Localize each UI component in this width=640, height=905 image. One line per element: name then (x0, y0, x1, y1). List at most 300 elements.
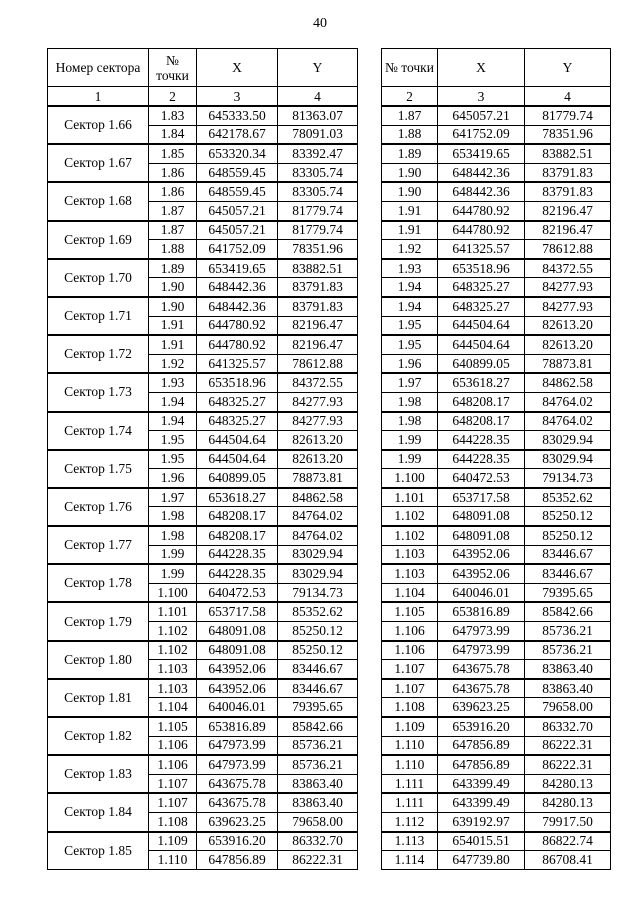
sector-name-cell: Сектор 1.75 (48, 450, 149, 488)
point-number-cell: 1.87 (382, 106, 438, 125)
y-coordinate-cell: 86222.31 (525, 755, 611, 774)
table-row (382, 259, 611, 278)
x-coordinate-cell: 639623.25 (438, 698, 525, 717)
y-coordinate-cell: 78873.81 (278, 469, 358, 488)
x-coordinate-cell: 644228.35 (438, 450, 525, 469)
point-number-cell: 1.96 (382, 354, 438, 373)
table-row (48, 717, 358, 736)
x-coordinate-cell: 648325.27 (197, 412, 278, 431)
table-row (382, 545, 611, 564)
table-row (382, 717, 611, 736)
table-row (48, 297, 358, 316)
y-coordinate-cell: 82196.47 (278, 316, 358, 335)
x-coordinate-cell: 641752.09 (438, 125, 525, 144)
x-coordinate-cell: 648091.08 (197, 641, 278, 660)
point-number-cell: 1.94 (149, 412, 197, 431)
point-number-cell: 1.102 (149, 622, 197, 641)
table-row (48, 144, 358, 163)
x-coordinate-cell: 640899.05 (438, 354, 525, 373)
y-coordinate-cell: 78351.96 (525, 125, 611, 144)
y-coordinate-cell: 85736.21 (278, 755, 358, 774)
table-row (382, 774, 611, 793)
table-row (382, 832, 611, 851)
header-y: Y (525, 49, 611, 87)
point-number-cell: 1.106 (149, 736, 197, 755)
y-coordinate-cell: 83863.40 (525, 679, 611, 698)
y-coordinate-cell: 83791.83 (525, 163, 611, 182)
y-coordinate-cell: 78091.03 (278, 125, 358, 144)
x-coordinate-cell: 653916.20 (438, 717, 525, 736)
table-row (382, 354, 611, 373)
table-row (48, 221, 358, 240)
point-number-cell: 1.107 (149, 774, 197, 793)
table-row (382, 812, 611, 831)
point-number-cell: 1.102 (382, 507, 438, 526)
y-coordinate-cell: 83791.83 (525, 182, 611, 201)
point-number-cell: 1.94 (382, 297, 438, 316)
point-number-cell: 1.96 (149, 469, 197, 488)
y-coordinate-cell: 82613.20 (525, 316, 611, 335)
table-row (48, 641, 358, 660)
table-row (48, 106, 358, 125)
x-coordinate-cell: 640046.01 (197, 698, 278, 717)
table-row (382, 297, 611, 316)
table-row (382, 564, 611, 583)
x-coordinate-cell: 653816.89 (197, 717, 278, 736)
y-coordinate-cell: 79134.73 (525, 469, 611, 488)
point-number-cell: 1.88 (382, 125, 438, 144)
x-coordinate-cell: 648208.17 (438, 412, 525, 431)
y-coordinate-cell: 85736.21 (525, 641, 611, 660)
y-coordinate-cell: 85250.12 (525, 526, 611, 545)
y-coordinate-cell: 81779.74 (525, 106, 611, 125)
x-coordinate-cell: 643675.78 (197, 774, 278, 793)
table-row (48, 450, 358, 469)
point-number-cell: 1.99 (149, 564, 197, 583)
x-coordinate-cell: 644780.92 (197, 335, 278, 354)
y-coordinate-cell: 85842.66 (525, 602, 611, 621)
x-coordinate-cell: 644228.35 (197, 564, 278, 583)
y-coordinate-cell: 79395.65 (525, 583, 611, 602)
y-coordinate-cell: 84277.93 (278, 412, 358, 431)
point-number-cell: 1.100 (382, 469, 438, 488)
x-coordinate-cell: 643399.49 (438, 774, 525, 793)
page-number: 40 (313, 16, 327, 31)
column-number: 3 (197, 87, 278, 107)
column-number: 1 (48, 87, 149, 107)
point-number-cell: 1.98 (382, 412, 438, 431)
y-coordinate-cell: 84764.02 (278, 507, 358, 526)
x-coordinate-cell: 647973.99 (197, 736, 278, 755)
sector-name-cell: Сектор 1.80 (48, 641, 149, 679)
point-number-cell: 1.92 (149, 354, 197, 373)
point-number-cell: 1.99 (149, 545, 197, 564)
x-coordinate-cell: 645057.21 (438, 106, 525, 125)
point-number-cell: 1.90 (382, 163, 438, 182)
x-coordinate-cell: 647973.99 (197, 755, 278, 774)
table-row (48, 793, 358, 812)
x-coordinate-cell: 648442.36 (197, 278, 278, 297)
y-coordinate-cell: 83029.94 (278, 545, 358, 564)
point-number-cell: 1.98 (382, 392, 438, 411)
x-coordinate-cell: 641325.57 (438, 240, 525, 259)
y-coordinate-cell: 79917.50 (525, 812, 611, 831)
point-number-cell: 1.106 (149, 755, 197, 774)
table-row (48, 488, 358, 507)
sector-name-cell: Сектор 1.76 (48, 488, 149, 526)
point-number-cell: 1.108 (382, 698, 438, 717)
point-number-cell: 1.91 (149, 335, 197, 354)
point-number-cell: 1.101 (149, 602, 197, 621)
x-coordinate-cell: 653916.20 (197, 832, 278, 851)
x-coordinate-cell: 647973.99 (438, 641, 525, 660)
x-coordinate-cell: 653320.34 (197, 144, 278, 163)
table-row (382, 106, 611, 125)
point-number-cell: 1.95 (382, 335, 438, 354)
x-coordinate-cell: 647973.99 (438, 622, 525, 641)
x-coordinate-cell: 648442.36 (438, 182, 525, 201)
x-coordinate-cell: 653618.27 (197, 488, 278, 507)
table-row (48, 412, 358, 431)
header-x: X (197, 49, 278, 87)
table-row (382, 201, 611, 220)
y-coordinate-cell: 84372.55 (525, 259, 611, 278)
y-coordinate-cell: 79658.00 (525, 698, 611, 717)
point-number-cell: 1.93 (382, 259, 438, 278)
point-number-cell: 1.91 (382, 201, 438, 220)
y-coordinate-cell: 85250.12 (525, 507, 611, 526)
x-coordinate-cell: 640046.01 (438, 583, 525, 602)
y-coordinate-cell: 83446.67 (525, 545, 611, 564)
point-number-cell: 1.87 (149, 201, 197, 220)
y-coordinate-cell: 86332.70 (525, 717, 611, 736)
column-number: 2 (149, 87, 197, 107)
sector-name-cell: Сектор 1.78 (48, 564, 149, 602)
sector-name-cell: Сектор 1.69 (48, 221, 149, 259)
point-number-cell: 1.110 (382, 755, 438, 774)
table-row (382, 736, 611, 755)
y-coordinate-cell: 83882.51 (278, 259, 358, 278)
y-coordinate-cell: 78612.88 (278, 354, 358, 373)
point-number-cell: 1.87 (149, 221, 197, 240)
point-number-cell: 1.89 (149, 259, 197, 278)
point-number-cell: 1.103 (382, 545, 438, 564)
y-coordinate-cell: 85736.21 (278, 736, 358, 755)
x-coordinate-cell: 648091.08 (438, 526, 525, 545)
header-point-number: № точки (149, 49, 197, 87)
y-coordinate-cell: 79134.73 (278, 583, 358, 602)
x-coordinate-cell: 647739.80 (438, 851, 525, 870)
table-row (382, 526, 611, 545)
x-coordinate-cell: 648208.17 (197, 526, 278, 545)
y-coordinate-cell: 86822.74 (525, 832, 611, 851)
point-number-cell: 1.101 (382, 488, 438, 507)
x-coordinate-cell: 648091.08 (197, 622, 278, 641)
sector-name-cell: Сектор 1.74 (48, 412, 149, 450)
y-coordinate-cell: 85352.62 (278, 602, 358, 621)
table-row (48, 832, 358, 851)
header-y: Y (278, 49, 358, 87)
point-number-cell: 1.92 (382, 240, 438, 259)
x-coordinate-cell: 648325.27 (438, 297, 525, 316)
x-coordinate-cell: 647856.89 (438, 755, 525, 774)
x-coordinate-cell: 641752.09 (197, 240, 278, 259)
x-coordinate-cell: 644780.92 (438, 221, 525, 240)
table-row (382, 488, 611, 507)
point-number-cell: 1.106 (382, 622, 438, 641)
x-coordinate-cell: 644780.92 (197, 316, 278, 335)
y-coordinate-cell: 84862.58 (278, 488, 358, 507)
y-coordinate-cell: 84764.02 (278, 526, 358, 545)
y-coordinate-cell: 84280.13 (525, 793, 611, 812)
x-coordinate-cell: 643952.06 (197, 679, 278, 698)
x-coordinate-cell: 639623.25 (197, 812, 278, 831)
x-coordinate-cell: 643952.06 (438, 545, 525, 564)
sector-name-cell: Сектор 1.77 (48, 526, 149, 564)
y-coordinate-cell: 84277.93 (525, 297, 611, 316)
table-row (382, 125, 611, 144)
point-number-cell: 1.111 (382, 774, 438, 793)
x-coordinate-cell: 643675.78 (438, 679, 525, 698)
y-coordinate-cell: 84277.93 (278, 392, 358, 411)
point-number-cell: 1.110 (149, 851, 197, 870)
y-coordinate-cell: 85352.62 (525, 488, 611, 507)
sector-name-cell: Сектор 1.66 (48, 106, 149, 144)
point-number-cell: 1.95 (149, 431, 197, 450)
y-coordinate-cell: 84764.02 (525, 412, 611, 431)
table-row (382, 450, 611, 469)
x-coordinate-cell: 644228.35 (438, 431, 525, 450)
point-number-cell: 1.105 (382, 602, 438, 621)
y-coordinate-cell: 86708.41 (525, 851, 611, 870)
table-row (48, 755, 358, 774)
table-row (382, 793, 611, 812)
x-coordinate-cell: 653518.96 (197, 373, 278, 392)
table-row (382, 469, 611, 488)
point-number-cell: 1.88 (149, 240, 197, 259)
x-coordinate-cell: 644504.64 (197, 431, 278, 450)
point-number-cell: 1.100 (149, 583, 197, 602)
point-number-cell: 1.93 (149, 373, 197, 392)
sector-name-cell: Сектор 1.73 (48, 373, 149, 411)
x-coordinate-cell: 644504.64 (197, 450, 278, 469)
x-coordinate-cell: 648208.17 (197, 507, 278, 526)
table-row (382, 278, 611, 297)
point-number-cell: 1.102 (149, 641, 197, 660)
point-number-cell: 1.97 (382, 373, 438, 392)
table-row (48, 373, 358, 392)
point-number-cell: 1.113 (382, 832, 438, 851)
point-number-cell: 1.112 (382, 812, 438, 831)
x-coordinate-cell: 640899.05 (197, 469, 278, 488)
point-number-cell: 1.107 (149, 793, 197, 812)
y-coordinate-cell: 84277.93 (525, 278, 611, 297)
y-coordinate-cell: 84372.55 (278, 373, 358, 392)
y-coordinate-cell: 83029.94 (278, 564, 358, 583)
point-number-cell: 1.109 (149, 832, 197, 851)
table-row (382, 583, 611, 602)
y-coordinate-cell: 85250.12 (278, 622, 358, 641)
point-number-cell: 1.91 (382, 221, 438, 240)
point-number-cell: 1.106 (382, 641, 438, 660)
x-coordinate-cell: 644504.64 (438, 335, 525, 354)
x-coordinate-cell: 653419.65 (197, 259, 278, 278)
y-coordinate-cell: 78873.81 (525, 354, 611, 373)
point-number-cell: 1.102 (382, 526, 438, 545)
x-coordinate-cell: 648559.45 (197, 182, 278, 201)
sector-name-cell: Сектор 1.70 (48, 259, 149, 297)
x-coordinate-cell: 643399.49 (438, 793, 525, 812)
x-coordinate-cell: 643675.78 (197, 793, 278, 812)
column-number: 4 (278, 87, 358, 107)
y-coordinate-cell: 78612.88 (525, 240, 611, 259)
table-row (382, 221, 611, 240)
table-row (382, 431, 611, 450)
y-coordinate-cell: 86332.70 (278, 832, 358, 851)
sector-name-cell: Сектор 1.81 (48, 679, 149, 717)
x-coordinate-cell: 639192.97 (438, 812, 525, 831)
x-coordinate-cell: 640472.53 (438, 469, 525, 488)
y-coordinate-cell: 83863.40 (278, 793, 358, 812)
table-row (382, 182, 611, 201)
point-number-cell: 1.95 (382, 316, 438, 335)
x-coordinate-cell: 643675.78 (438, 660, 525, 679)
x-coordinate-cell: 648208.17 (438, 392, 525, 411)
y-coordinate-cell: 79658.00 (278, 812, 358, 831)
point-number-cell: 1.90 (149, 278, 197, 297)
table-row (382, 373, 611, 392)
point-number-cell: 1.86 (149, 163, 197, 182)
y-coordinate-cell: 82196.47 (525, 201, 611, 220)
y-coordinate-cell: 78351.96 (278, 240, 358, 259)
x-coordinate-cell: 648559.45 (197, 163, 278, 182)
point-number-cell: 1.90 (149, 297, 197, 316)
point-number-cell: 1.108 (149, 812, 197, 831)
y-coordinate-cell: 81779.74 (278, 221, 358, 240)
y-coordinate-cell: 82196.47 (525, 221, 611, 240)
x-coordinate-cell: 648091.08 (438, 507, 525, 526)
y-coordinate-cell: 84862.58 (525, 373, 611, 392)
table-row (48, 182, 358, 201)
column-number: 4 (525, 87, 611, 107)
point-number-cell: 1.94 (149, 392, 197, 411)
y-coordinate-cell: 84764.02 (525, 392, 611, 411)
table-row (382, 660, 611, 679)
point-number-cell: 1.84 (149, 125, 197, 144)
table-row (382, 335, 611, 354)
x-coordinate-cell: 648325.27 (197, 392, 278, 411)
sector-name-cell: Сектор 1.71 (48, 297, 149, 335)
table-row (382, 392, 611, 411)
x-coordinate-cell: 648442.36 (197, 297, 278, 316)
sector-name-cell: Сектор 1.79 (48, 602, 149, 640)
table-row (382, 163, 611, 182)
table-row (382, 622, 611, 641)
point-number-cell: 1.98 (149, 526, 197, 545)
point-number-cell: 1.85 (149, 144, 197, 163)
header-x: X (438, 49, 525, 87)
table-row (48, 526, 358, 545)
x-coordinate-cell: 641325.57 (197, 354, 278, 373)
y-coordinate-cell: 83882.51 (525, 144, 611, 163)
y-coordinate-cell: 83791.83 (278, 297, 358, 316)
y-coordinate-cell: 83446.67 (525, 564, 611, 583)
table-row (382, 851, 611, 870)
y-coordinate-cell: 82613.20 (278, 431, 358, 450)
sector-name-cell: Сектор 1.67 (48, 144, 149, 182)
y-coordinate-cell: 83029.94 (525, 431, 611, 450)
table-row (48, 602, 358, 621)
table-row (382, 602, 611, 621)
point-number-cell: 1.99 (382, 431, 438, 450)
y-coordinate-cell: 85250.12 (278, 641, 358, 660)
header-point-number: № точки (382, 49, 438, 87)
y-coordinate-cell: 82613.20 (525, 335, 611, 354)
y-coordinate-cell: 85736.21 (525, 622, 611, 641)
y-coordinate-cell: 83863.40 (525, 660, 611, 679)
point-number-cell: 1.114 (382, 851, 438, 870)
point-number-cell: 1.90 (382, 182, 438, 201)
y-coordinate-cell: 82196.47 (278, 335, 358, 354)
sector-name-cell: Сектор 1.84 (48, 793, 149, 831)
point-number-cell: 1.103 (149, 660, 197, 679)
point-number-cell: 1.91 (149, 316, 197, 335)
x-coordinate-cell: 643952.06 (197, 660, 278, 679)
y-coordinate-cell: 83392.47 (278, 144, 358, 163)
header-sector-number: Номер сектора (48, 49, 149, 87)
table-row (382, 507, 611, 526)
y-coordinate-cell: 83863.40 (278, 774, 358, 793)
point-number-cell: 1.103 (149, 679, 197, 698)
point-number-cell: 1.104 (149, 698, 197, 717)
y-coordinate-cell: 84280.13 (525, 774, 611, 793)
sector-name-cell: Сектор 1.85 (48, 832, 149, 870)
y-coordinate-cell: 83446.67 (278, 679, 358, 698)
x-coordinate-cell: 648442.36 (438, 163, 525, 182)
table-row (382, 698, 611, 717)
x-coordinate-cell: 645057.21 (197, 201, 278, 220)
x-coordinate-cell: 647856.89 (197, 851, 278, 870)
table-row (382, 641, 611, 660)
point-number-cell: 1.111 (382, 793, 438, 812)
point-number-cell: 1.86 (149, 182, 197, 201)
x-coordinate-cell: 653717.58 (197, 602, 278, 621)
column-number: 3 (438, 87, 525, 107)
point-number-cell: 1.110 (382, 736, 438, 755)
sector-name-cell: Сектор 1.68 (48, 182, 149, 220)
point-number-cell: 1.98 (149, 507, 197, 526)
y-coordinate-cell: 83305.74 (278, 182, 358, 201)
table-row (382, 240, 611, 259)
point-number-cell: 1.97 (149, 488, 197, 507)
point-number-cell: 1.107 (382, 660, 438, 679)
x-coordinate-cell: 653419.65 (438, 144, 525, 163)
sector-name-cell: Сектор 1.83 (48, 755, 149, 793)
point-number-cell: 1.109 (382, 717, 438, 736)
y-coordinate-cell: 85842.66 (278, 717, 358, 736)
y-coordinate-cell: 83446.67 (278, 660, 358, 679)
x-coordinate-cell: 640472.53 (197, 583, 278, 602)
y-coordinate-cell: 83791.83 (278, 278, 358, 297)
y-coordinate-cell: 83029.94 (525, 450, 611, 469)
point-number-cell: 1.83 (149, 106, 197, 125)
x-coordinate-cell: 648325.27 (438, 278, 525, 297)
x-coordinate-cell: 644504.64 (438, 316, 525, 335)
x-coordinate-cell: 647856.89 (438, 736, 525, 755)
x-coordinate-cell: 653518.96 (438, 259, 525, 278)
y-coordinate-cell: 86222.31 (525, 736, 611, 755)
point-number-cell: 1.103 (382, 564, 438, 583)
